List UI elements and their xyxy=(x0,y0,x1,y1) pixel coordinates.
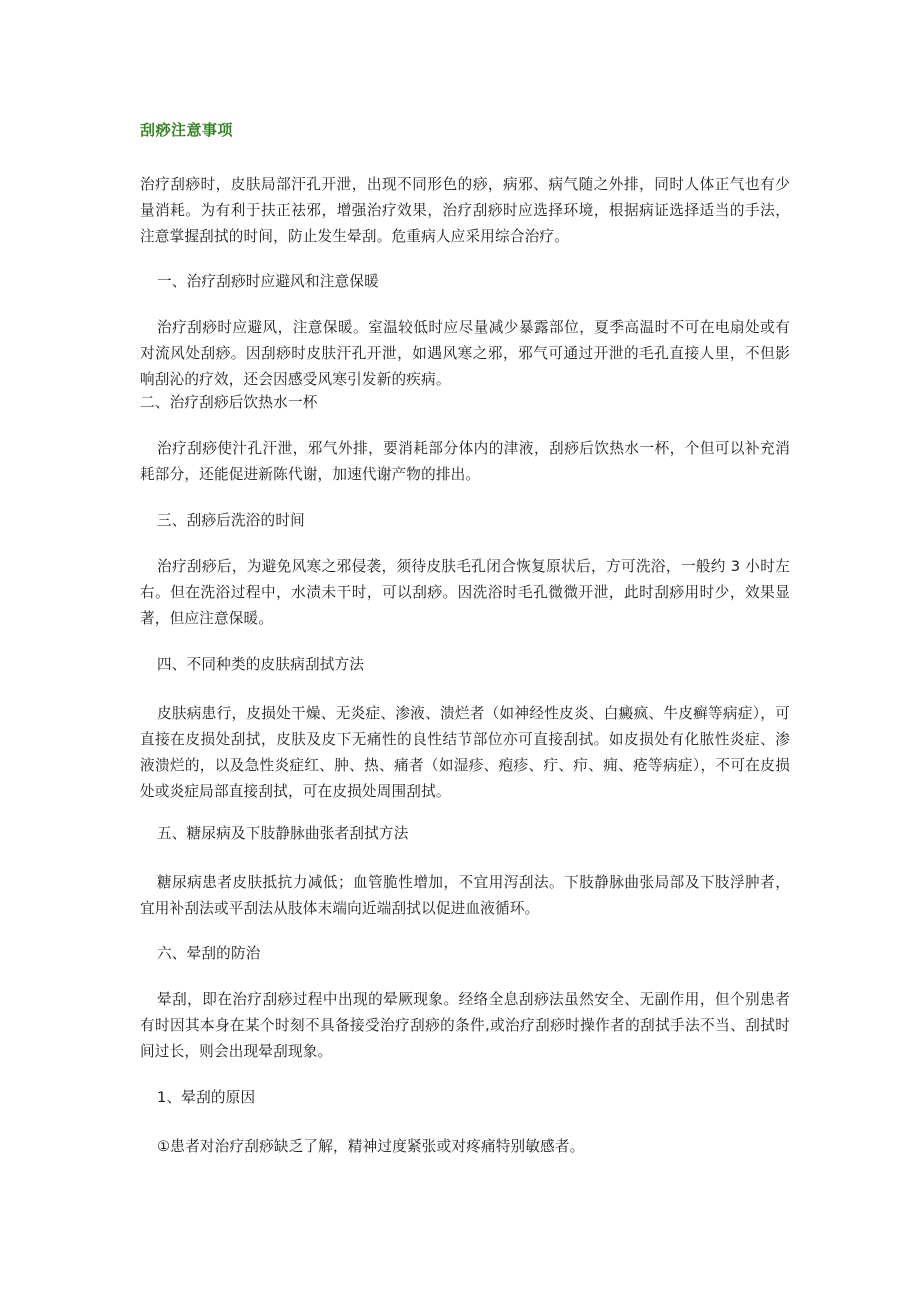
document-title: 刮痧注意事项 xyxy=(140,121,234,139)
section-body-7: ①患者对治疗刮痧缺乏了解，精神过度紧张或对疼痛特别敏感者。 xyxy=(157,1138,585,1155)
section-heading-5: 五、糖尿病及下肢静脉曲张者刮拭方法 xyxy=(157,825,409,842)
section-body-1: 治疗刮痧时应避风，注意保暖。室温较低时应尽量减少暴露部位，夏季高温时不可在电扇处或有对流风处刮痧。因刮痧时皮肤汗孔开泄，如遇风寒之邪，邪气可通过开泄的毛孔直接人里，不但影响刮沁的疗效，还会因感受风寒引发新的疾病。 xyxy=(140,319,790,388)
section-heading-6: 六、晕刮的防治 xyxy=(157,945,261,962)
section-heading-2: 二、治疗刮痧后饮热水一杯 xyxy=(140,394,318,411)
section-heading-4: 四、不同种类的皮肤病刮拭方法 xyxy=(157,656,365,673)
section-body-5: 糖尿病患者皮肤抵抗力减低；血管脆性增加，不宜用泻刮法。下肢静脉曲张局部及下肢浮肿者，宜用补刮法或平刮法从肢体末端向近端刮拭以促进血液循环。 xyxy=(140,874,790,917)
section-heading-1: 一、治疗刮痧时应避风和注意保暖 xyxy=(157,273,379,290)
section-body-4: 皮肤病患行，皮损处干燥、无炎症、渗液、溃烂者（如神经性皮炎、白癜疯、牛皮癣等病症），可直接在皮损处刮拭，皮肤及皮下无痛性的良性结节部位亦可直接刮拭。如皮损处有化脓性炎症、渗液溃烂的，以及急性炎症红、肿、热、痛者（如湿疹、疱疹、疔、疖、痈、疮等病症），不可在皮损处或炎症局部直接刮拭，可在皮损处周围刮拭。 xyxy=(140,705,790,800)
intro-paragraph: 治疗刮痧时，皮肤局部汗孔开泄，出现不同形色的痧，病邪、病气随之外排，同时人体正气也有少量消耗。为有利于扶正祛邪，增强治疗效果，治疗刮痧时应选择环境，根据病证选择适当的手法，注意掌握刮拭的时间，防止发生晕刮。危重病人应采用综合治疗。 xyxy=(140,176,790,245)
section-body-3: 治疗刮痧后，为避免风寒之邪侵袭，须待皮肤毛孔闭合恢复原状后，方可洗浴，一般约 3 小时左右。但在洗浴过程中，水渍未干时，可以刮痧。因洗浴时毛孔微微开泄，此时刮痧用时少，效果显著，但应注意保暖。 xyxy=(140,558,790,627)
section-body-2: 治疗刮痧使汁孔汗泄，邪气外排，要消耗部分体内的津液，刮痧后饮热水一杯，个但可以补充消耗部分，还能促进新陈代谢，加速代谢产物的排出。 xyxy=(140,440,790,483)
section-heading-7: 1、晕刮的原因 xyxy=(157,1089,256,1106)
section-body-6: 晕刮，即在治疗刮痧过程中出现的晕厥现象。经络全息刮痧法虽然安全、无副作用，但个别患者有时因其本身在某个时刻不具备接受治疗刮痧的条件,或治疗刮痧时操作者的刮拭手法不当、刮拭时间过长，则会出现晕刮现象。 xyxy=(140,991,790,1060)
section-heading-3: 三、刮痧后洗浴的时间 xyxy=(157,512,305,529)
